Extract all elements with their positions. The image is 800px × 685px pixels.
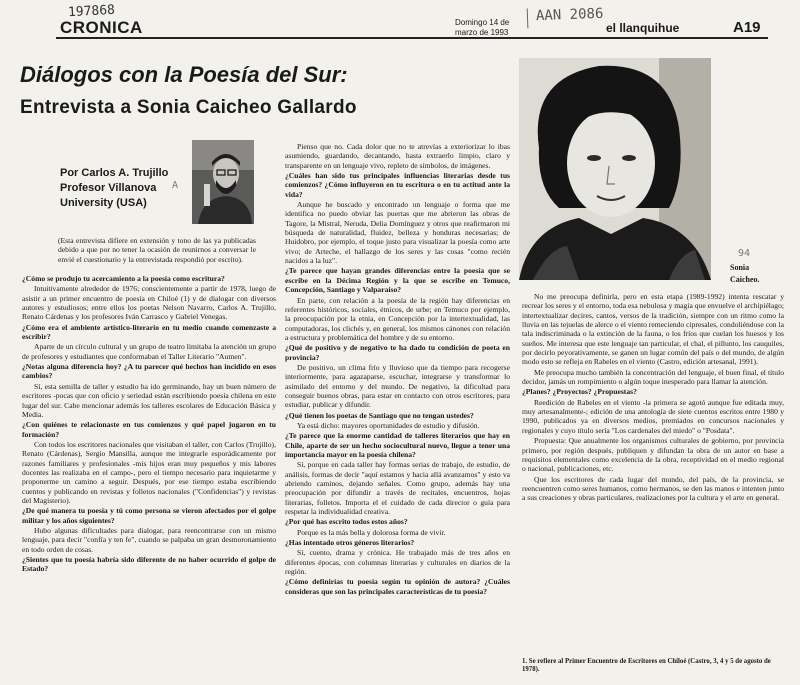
article-title: Diálogos con la Poesía del Sur: [20, 62, 348, 87]
column-3 [522, 292, 784, 654]
interview-question: ¿Cómo era el ambiente artístico-literario en tu medio cuando comenzaste a escribir? [22, 322, 276, 342]
interview-question: ¿Con quiénes te relacionaste en tus comienzos y qué papel jugaron en tu formación? [22, 420, 276, 439]
interview-question: ¿Planes? ¿Proyectos? ¿Propuestas? [522, 387, 637, 397]
header-rule [56, 37, 768, 39]
column-2 [285, 142, 510, 681]
byline-author: Por Carlos A. Trujillo [60, 167, 169, 179]
margin-mark: A [172, 180, 179, 191]
section-label: CRONICA [60, 18, 143, 37]
author-photo-image [192, 140, 254, 224]
interview-question: ¿Sientes que tu poesía habría sido diferente de no haber ocurrido el golpe de Estado? [22, 555, 276, 574]
date-line-2: marzo de 1993 [455, 28, 509, 37]
caption-line-2: Caicheo. [730, 275, 760, 284]
interview-question: ¿Qué tienen los poetas de Santiago que no tengan ustedes? [285, 410, 474, 420]
byline [60, 166, 168, 211]
footnote: 1. Se refiere al Primer Encuentro de Escritores en Chiloé (Castro, 3, 4 y 5 de agosto de 1978). [522, 658, 771, 674]
interview-answer: Porque es la más bella y dolorosa forma de vivir. [297, 527, 446, 537]
date-line-1: Domingo 14 de [455, 18, 510, 27]
interview-question: ¿Notas alguna diferencia hoy? ¿A tu parecer qué hechos han incidido en esos cambios? [22, 362, 276, 381]
interview-answer: Hubo algunas dificultades para dialogar, para reencontrarse con un mismo lenguaje, para decir "confía y ten fe", cuando se palpaba un gran desmoronamiento en todo orden de cosas. [22, 525, 276, 554]
interview-answer: Con todos los escritores nacionales que visitaban el taller, con Carlos (Trujillo), Renato (Cárdenas), Sergio Mansilla, aunque me integrarle esporádicamente por razones familiares y profesionales -mis hijos eran muy pequeños y mis labores docentes las realizaba en el campo-, pero el tiempo necesario para inquietarme y proponerme un camino a seguir. Después, por ese tiempo estaba escribiendo cuentos y publicando en revistas y folletos nacionales ("Confidencias") y revistas del Magisterio). [22, 439, 276, 505]
interview-answer: Reedición de Rabeles en el viento -la primera se agotó aunque fue editada muy, muy artesanalmente-; edición de una antología de siete cuentos escritos entre 1980 y 1990, publicados ya en diversos medios, premiados en concursos nacionales y regionales y cuyo título sería "Los cardenales del miedo" o "Posdata". [522, 397, 784, 435]
interview-question: ¿De qué manera tu poesía y tú como persona se vieron afectados por el golpe militar y los años siguientes? [22, 506, 276, 525]
column-1 [22, 236, 276, 681]
interview-question: ¿Cómo se produjo tu acercamiento a la poesía como escritura? [22, 274, 225, 284]
portrait-photo-image [519, 58, 711, 280]
interview-answer: Intuitivamente alrededor de 1976; conscientemente a partir de 1978, luego de asistir a un primer encuentro de poesía en Chiloé (1) y de dialogar con diversos autores y estudiosos; entre ellos los poetas Nelson Navarro, Carlos A. Trujillo, Renato Cárdenas y los profesores Iván Carrasco y Gabriel Venegas. [22, 284, 276, 322]
interview-answer: Sí, porque en cada taller hay formas serias de trabajo, de estudio, de análisis, formas de decir "aquí estamos y hacia allá avanzamos" y esto va abriendo caminos, dejando señales. Como grupo, además hay una preocupación por difundir a través de recitales, encuentros, hojas literarias, folletos. Importa el el cuidado de cada director o guía para respetar la individualidad creativa. [285, 460, 510, 517]
margin-mark-photo: 94 [738, 248, 751, 259]
interview-question: ¿Por qué has escrito todos estos años? [285, 517, 408, 527]
interview-answer: No me preocupa definirla, pero en esta etapa (1989-1992) intenta rescatar y recrear los seres y el entorno, toda esa nebulosa y magia que envuelve el archipiélago; intertextualizar decires, cantos, versos de la tradición, siempre con un ritmo como la lluvia en las tejuelas de alerce o el viento remeciendo cipresales, condoliéndose con la tala indiscriminada o la extinción de la fauna, o los fríos que cuelan los huesos y los sueños. Me interesa que este lenguaje tan particular, el chal, el pillunto, los cauquiles, por decirlo peyorativamente, se ganen un lugar común del país o del mundo, de algún modo esto se refleja en Rabeles en el viento (Castro, edición artesanal, 1991). [522, 292, 784, 367]
photo-caption [730, 262, 760, 286]
interview-answer: De positivo, un clima frío y lluvioso que da tiempo para recogerse interiormente, para agazaparse, escuchar, integrarse y transformar lo asimilado del entorno y del mundo. De negativo, la dificultad para conseguir buenos obras, para estar en contacto con otros escritores, para estudiar, publicar y difundir. [285, 362, 510, 410]
interview-answer: Ya está dicho: mayores oportunidades de estudio y difusión. [297, 420, 480, 430]
interview-question: ¿Te parece que hayan grandes diferencias entre la poesía que se escribe en la Décima Región y la que se escribe en Temuco, Concepción, Santiago y Valparaíso? [285, 266, 510, 295]
interview-answer: Propuesta: Que anualmente los organismos culturales de gobierno, por provincia primero, por región después, publiquen y difundan la obra de un autor en base a requisitos elementales como excelencia de la obra, receptividad en el medio regional o nacional, publicaciones, etc. [522, 436, 784, 474]
archive-stamp: AAN 2086 [527, 4, 668, 29]
interview-question: ¿Cómo definirías tu poesía según tu opinión de autora? ¿Cuáles consideras que son las principales características de tu poesía? [285, 577, 510, 596]
portrait-photo [519, 58, 711, 280]
author-photo [192, 140, 254, 224]
byline-role: Profesor Villanova [60, 182, 157, 194]
interview-answer: Pienso que no. Cada dolor que no te atrevías a exteriorizar lo ibas asumiendo, guardando, decantando, hasta extraerlo limpio, claro y transparente en un lenguaje vivo, repleto de símbolos, de imágenes. [285, 142, 510, 170]
caption-line-1: Sonia [730, 263, 750, 272]
interview-question: ¿Cuáles han sido tus principales influencias literarias desde tus comienzos? ¿Cómo influyeron en tu escritura o en tu actitud ante la vida? [285, 171, 510, 199]
page-number: A19 [733, 19, 761, 36]
issue-date [455, 18, 535, 38]
interview-question: ¿Te parece que la enorme cantidad de talleres literarios que hay en Chile, aparte de ser un hecho sociocultural nuevo, llegue a tener una importancia mayor en la poesía chilena? [285, 431, 510, 459]
interview-answer: Sí, esta semilla de taller y estudio ha ido germinando, hay un buen número de escritores -pocas que con oficio y seriedad están escribiendo poesía chilena en este lugar del sur. Cabe mencionar además los talleres escolares de Educación Básica y Media. [22, 381, 276, 419]
interview-answer: Me preocupa mucho también la concentración del lenguaje, el buen final, el título decidor, jamás un rompimiento o algún toque inesperado para llamar la atención. [522, 367, 784, 387]
interview-answer: Que los escritores de cada lugar del mundo, del país, de la provincia, se reencuentren como seres humanos, como hermanos, se den las manos e intenten junto a sus creaciones y obras particulares, realizaciones por la cultura y el arte en general. [522, 474, 784, 503]
interview-intro: (Esta entrevista difiere en extensión y tono de las ya publicadas debido a que por no tener la ocasión de reunirnos a conversar le envié el cuestionario y la entrevistada respondió por escrito). [58, 236, 256, 264]
byline-university: University (USA) [60, 197, 147, 209]
interview-question: ¿Has intentado otros géneros literarios? [285, 538, 415, 548]
interview-answer: Aparte de un círculo cultural y un grupo de teatro limitaba la atención un grupo de profesores y estudiantes que conformaban el Taller Literario "Aumen". [22, 342, 276, 361]
interview-question: ¿Qué de positivo y de negativo te ha dado tu condición de poeta en provincia? [285, 343, 510, 362]
interview-answer: Aunque he buscado y encontrado un lenguaje o forma que me identifica no puedo obviar las puertas que me abrieron las obras de Tagore, la Mistral, Neruda, Delia Domínguez y otros que reafirmaron mi búsqueda de naturalidad, fluidez, belleza y honduras necesarias; de Huidobro, por ejemplo, el toque justo para visualizar la poesía como arte vivo; de Arteche, el hallazgo de los seres y las cosas "como recién nacidos a la luz". [285, 200, 510, 266]
article-subtitle: Entrevista a Sonia Caicheo Gallardo [20, 97, 357, 118]
interview-answer: En parte, con relación a la poesía de la región hay diferencias en referentes históricos, sociales, étnicos, de urbe; en Temuco por ejemplo, la preocupación por la etnia, en Concepción por la intertextualidad, las computadoras, los clichés y, en general, los mismos cánones con relación a estructura y problemática del hombre y de su entorno. [285, 295, 510, 342]
handwritten-number: 197868 [67, 2, 116, 21]
interview-answer: Sí, cuento, drama y crónica. He trabajado más de tres años en diferentes épocas, con columnas literarias y culturales en diarios de la región. [285, 548, 510, 577]
newspaper-name: el llanquihue [606, 21, 680, 35]
